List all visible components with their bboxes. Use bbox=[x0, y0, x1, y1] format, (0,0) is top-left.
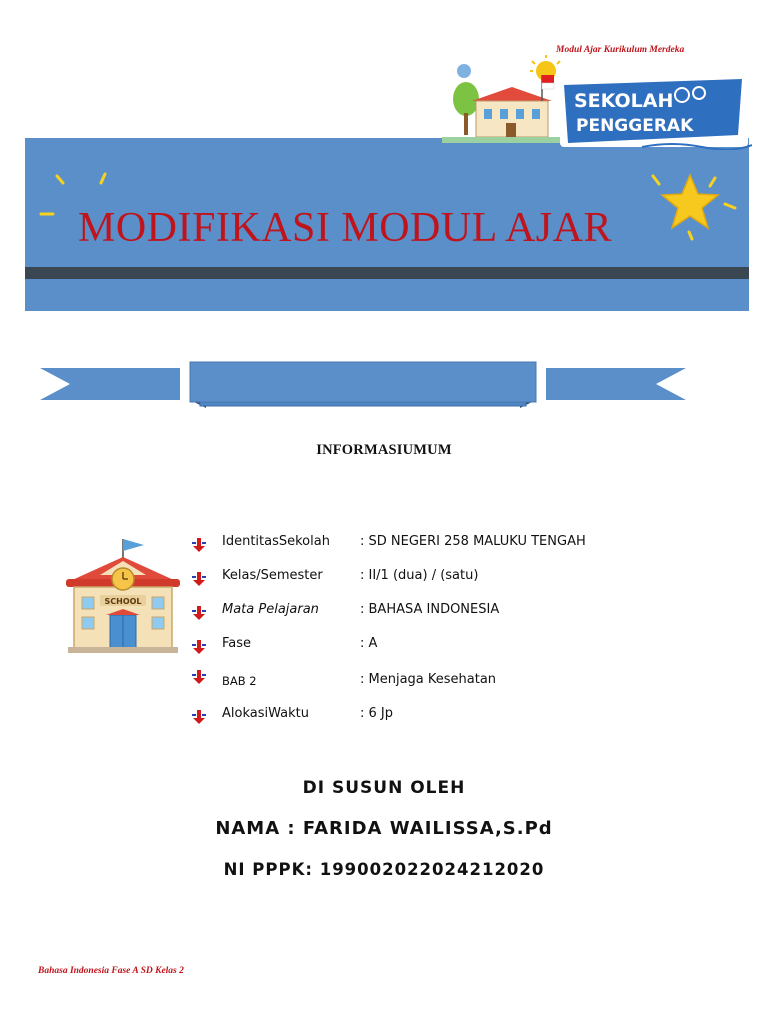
footer-note: Bahasa Indonesia Fase A SD Kelas 2 bbox=[38, 966, 184, 976]
info-value: : Menjaga Kesehatan bbox=[360, 672, 497, 687]
info-value: : BAHASA INDONESIA bbox=[360, 602, 500, 617]
info-value: : A bbox=[360, 636, 378, 651]
info-value: : II/1 (dua) / (satu) bbox=[360, 568, 479, 583]
sparkle-mark bbox=[653, 176, 659, 184]
general-info-list bbox=[190, 528, 650, 734]
info-label: Fase bbox=[222, 636, 252, 651]
bullet-icon bbox=[190, 604, 208, 622]
bullet-icon bbox=[190, 708, 208, 726]
info-label: IdentitasSekolah bbox=[222, 534, 330, 549]
tree-icon bbox=[453, 82, 479, 116]
section-title: INFORMASIUMUM bbox=[316, 442, 452, 458]
school-building-icon bbox=[60, 535, 186, 655]
sparkle-mark bbox=[725, 204, 735, 208]
info-row-mapel bbox=[190, 596, 650, 630]
info-value: : 6 Jp bbox=[360, 706, 394, 721]
sparkle-mark bbox=[57, 176, 63, 183]
school-roof-icon bbox=[472, 87, 552, 101]
info-row-identitas bbox=[190, 528, 650, 562]
info-label: Mata Pelajaran bbox=[222, 602, 319, 617]
logo-text-1: SEKOLAH bbox=[574, 90, 674, 112]
bullet-icon bbox=[190, 570, 208, 588]
info-row-alokasi bbox=[190, 700, 650, 734]
info-label: AlokasiWaktu bbox=[222, 706, 309, 721]
author-name: NAMA : FARIDA WAILISSA,S.Pd bbox=[215, 818, 553, 839]
sparkle-mark bbox=[710, 178, 715, 186]
star-icon bbox=[662, 175, 718, 228]
logo-text-2: PENGGERAK bbox=[576, 116, 694, 136]
info-value: : SD NEGERI 258 MALUKU TENGAH bbox=[360, 534, 586, 549]
sparkle-mark bbox=[689, 232, 692, 239]
author-id: NI PPPK: 199002022024212020 bbox=[223, 860, 545, 879]
info-row-kelas bbox=[190, 562, 650, 596]
sparkle-mark bbox=[101, 174, 105, 183]
bullet-icon bbox=[190, 536, 208, 554]
ribbon-banner bbox=[40, 360, 686, 410]
info-row-bab bbox=[190, 664, 650, 700]
bubble-icon bbox=[457, 64, 471, 78]
info-label: BAB 2 bbox=[222, 674, 257, 688]
header-note: Modul Ajar Kurikulum Merdeka bbox=[556, 45, 685, 55]
info-label: Kelas/Semester bbox=[222, 568, 323, 583]
sekolah-penggerak-logo bbox=[442, 55, 752, 150]
bullet-icon bbox=[190, 638, 208, 656]
info-row-fase bbox=[190, 630, 650, 664]
school-sign: SCHOOL bbox=[104, 597, 142, 606]
document-title: MODIFIKASI MODUL AJAR bbox=[78, 205, 612, 251]
author-heading: DI SUSUN OLEH bbox=[302, 778, 466, 798]
bullet-icon bbox=[190, 668, 208, 686]
